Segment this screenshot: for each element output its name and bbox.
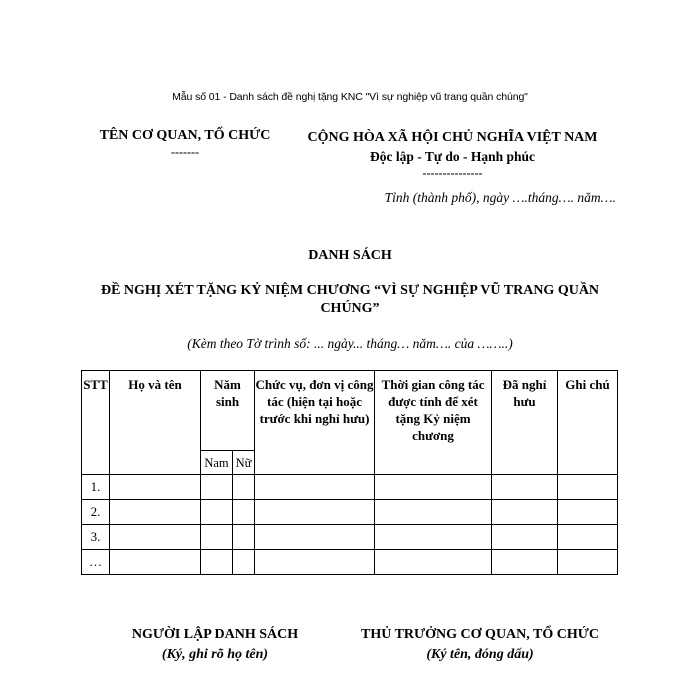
table-cell (233, 550, 255, 575)
header-female: Nữ (233, 451, 255, 475)
preparer-note: (Ký, ghi rõ họ tên) (161, 647, 269, 662)
preparer-signature-block (110, 625, 320, 665)
header-retired: Đã nghỉ hưu (492, 371, 558, 475)
table-cell (375, 475, 492, 500)
table-cell (492, 500, 558, 525)
table-cell (375, 550, 492, 575)
table-cell (110, 550, 201, 575)
table-cell (110, 525, 201, 550)
table-row (82, 550, 618, 575)
preparer-title: NGƯỜI LẬP DANH SÁCH (131, 627, 299, 642)
nominee-table (81, 370, 618, 575)
row-number: 3. (82, 525, 110, 550)
table-cell (233, 500, 255, 525)
table-cell (375, 500, 492, 525)
row-number: 1. (82, 475, 110, 500)
table-cell (255, 500, 375, 525)
row-number: … (82, 550, 110, 575)
table-cell (233, 475, 255, 500)
org-block (80, 128, 290, 160)
head-note: (Ký tên, đóng dấu) (426, 647, 534, 662)
document-title: DANH SÁCH (308, 248, 392, 263)
table-cell (375, 525, 492, 550)
table-cell (492, 550, 558, 575)
nation-motto: Độc lập - Tự do - Hạnh phúc (369, 149, 536, 164)
table-cell (201, 550, 233, 575)
table-row (82, 500, 618, 525)
header-position: Chức vụ, đơn vị công tác (hiện tại hoặc trước khi nghỉ hưu) (255, 371, 375, 475)
head-title: THỦ TRƯỞNG CƠ QUAN, TỔ CHỨC (360, 627, 599, 642)
national-motto-block (290, 128, 615, 180)
attachment-note: (Kèm theo Tờ trình số: ... ngày... tháng… năm…. của ……..) (187, 336, 513, 351)
header-birth-year: Năm sinh (201, 371, 255, 451)
table-cell (201, 525, 233, 550)
table-cell (558, 475, 618, 500)
table-cell (255, 550, 375, 575)
header-stt: STT (82, 371, 110, 475)
table-cell (558, 525, 618, 550)
org-underline: ------- (171, 145, 199, 159)
nation-name: CỘNG HÒA XÃ HỘI CHỦ NGHĨA VIỆT NAM (307, 130, 598, 145)
document-subtitle: ĐỀ NGHỊ XÉT TẶNG KỶ NIỆM CHƯƠNG “VÌ SỰ NGHIỆP VŨ TRANG QUẦN CHÚNG” (100, 283, 600, 316)
table-cell (558, 500, 618, 525)
table-cell (110, 475, 201, 500)
table-cell (201, 500, 233, 525)
table-row (82, 475, 618, 500)
table-cell (558, 550, 618, 575)
table-row (82, 525, 618, 550)
nation-underline: --------------- (422, 166, 483, 180)
table-cell (492, 475, 558, 500)
header-service-time: Thời gian công tác được tính để xét tặng Kỷ niệm chương (375, 371, 492, 475)
form-code: Mẫu số 01 - Danh sách đề nghị tặng KNC "Vì sự nghiệp vũ trang quần chúng" (172, 91, 528, 103)
table-cell (233, 525, 255, 550)
table-cell (492, 525, 558, 550)
table-cell (255, 525, 375, 550)
table-cell (201, 475, 233, 500)
header-name: Họ và tên (110, 371, 201, 475)
row-number: 2. (82, 500, 110, 525)
date-line: Tỉnh (thành phố), ngày ….tháng…. năm…. (384, 190, 616, 205)
table-cell (110, 500, 201, 525)
header-male: Nam (201, 451, 233, 475)
header-note: Ghi chú (558, 371, 618, 475)
head-signature-block (340, 625, 620, 665)
table-cell (255, 475, 375, 500)
org-name: TÊN CƠ QUAN, TỔ CHỨC (99, 128, 271, 143)
